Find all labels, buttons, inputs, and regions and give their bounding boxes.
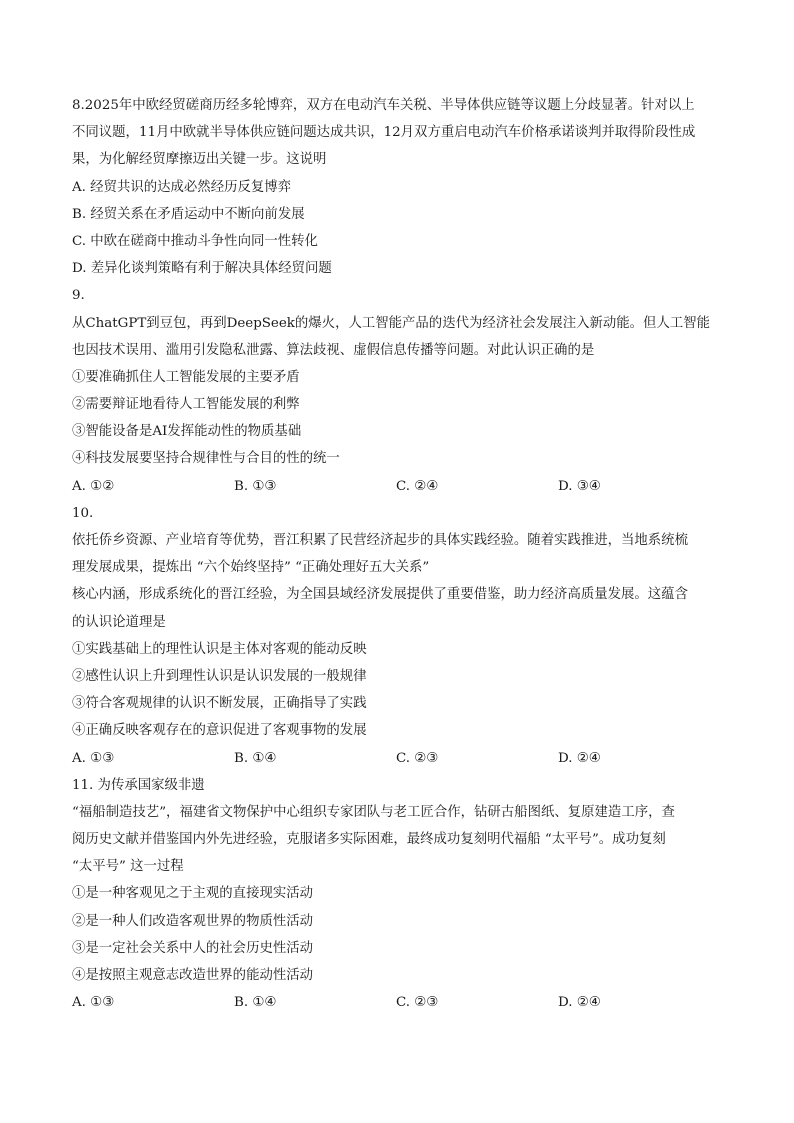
question-11-stem-line: 阅历史文献并借鉴国内外先进经验，克服诸多实际困难，最终成功复刻明代福船 “太平号”。成功复刻 [72, 832, 666, 848]
question-8-stem-line: 果，为化解经贸摩擦迈出关键一步。这说明 [72, 152, 327, 168]
question-9-option-d: D. ③④ [558, 478, 601, 494]
question-9-number: 9. [72, 288, 85, 304]
question-9-option-b: B. ①③ [234, 478, 277, 494]
question-9-statement-4: ④科技发展要坚持合规律性与合目的性的统一 [72, 451, 340, 467]
question-11-option-a: A. ①③ [72, 995, 115, 1011]
question-10-stem-line: 核心内涵，形成系统化的晋江经验，为全国县域经济发展提供了重要借鉴，助力经济高质量发展。这蕴含 [72, 587, 688, 603]
question-9-statement-3: ③智能设备是AI发挥能动性的物质基础 [72, 424, 302, 440]
exam-page [72, 92, 722, 1016]
question-10-options [72, 745, 722, 772]
question-10 [72, 500, 722, 772]
question-11-options [72, 989, 722, 1016]
question-10-statement-4: ④正确反映客观存在的意识促进了客观事物的发展 [72, 723, 367, 739]
question-10-option-a: A. ①③ [72, 750, 115, 766]
question-9 [72, 282, 722, 500]
question-9-statement-1: ①要准确抓住人工智能发展的主要矛盾 [72, 369, 300, 385]
question-11-option-c: C. ②③ [396, 995, 439, 1011]
question-10-option-b: B. ①④ [234, 750, 277, 766]
question-11-stem-line: “太平号” 这一过程 [72, 859, 184, 875]
question-9-stem-line: 也因技术误用、滥用引发隐私泄露、算法歧视、虚假信息传播等问题。对此认识正确的是 [72, 342, 595, 358]
question-8-option-d: D. 差异化谈判策略有利于解决具体经贸问题 [72, 261, 332, 277]
question-8-option-b: B. 经贸关系在矛盾运动中不断向前发展 [72, 206, 305, 222]
question-10-stem-line: 依托侨乡资源、产业培育等优势，晋江积累了民营经济起步的具体实践经验。随着实践推进，当地系统梳 [72, 533, 688, 548]
question-8-option-a: A. 经贸共识的达成必然经历反复博弈 [72, 179, 292, 195]
question-10-statement-2: ②感性认识上升到理性认识是认识发展的一般规律 [72, 668, 367, 684]
question-9-stem-line: 从ChatGPT到豆包，再到DeepSeek的爆火，人工智能产品的迭代为经济社会发展注入新动能。但人工智能 [72, 315, 711, 331]
question-10-option-d: D. ②④ [558, 750, 601, 766]
question-9-option-a: A. ①② [72, 478, 115, 494]
question-8-stem-line: 不同议题，11月中欧就半导体供应链问题达成共识，12月双方重启电动汽车价格承诺谈判并取得阶段性成 [72, 125, 696, 141]
question-8 [72, 92, 722, 282]
question-9-statement-2: ②需要辩证地看待人工智能发展的利弊 [72, 397, 300, 413]
question-10-statement-3: ③符合客观规律的认识不断发展，正确指导了实践 [72, 696, 367, 712]
question-11-option-d: D. ②④ [558, 995, 601, 1011]
question-11 [72, 772, 722, 1017]
question-9-options [72, 473, 722, 500]
question-11-stem-line: “福船制造技艺”，福建省文物保护中心组织专家团队与老工匠合作，钻研古船图纸、复原建造工序，查 [72, 804, 675, 820]
question-8-stem-line: 8.2025年中欧经贸磋商历经多轮博弈，双方在电动汽车关税、半导体供应链等议题上分歧显著。针对以上 [72, 98, 695, 113]
question-10-statement-1: ①实践基础上的理性认识是主体对客观的能动反映 [72, 641, 367, 657]
question-11-statement-4: ④是按照主观意志改造世界的能动性活动 [72, 968, 314, 983]
question-9-option-c: C. ②④ [396, 478, 439, 494]
question-11-stem-line: 11. 为传承国家级非遗 [72, 777, 205, 793]
question-11-option-b: B. ①④ [234, 995, 277, 1011]
question-10-stem-line: 的认识论道理是 [72, 614, 166, 630]
question-8-option-c: C. 中欧在磋商中推动斗争性向同一性转化 [72, 233, 318, 249]
question-11-statement-2: ②是一种人们改造客观世界的物质性活动 [72, 913, 314, 929]
question-11-statement-3: ③是一定社会关系中人的社会历史性活动 [72, 940, 314, 956]
question-10-stem-line: 理发展成果，提炼出 “六个始终坚持” “正确处理好五大关系” [72, 560, 430, 576]
question-10-option-c: C. ②③ [396, 750, 439, 766]
question-11-statement-1: ①是一种客观见之于主观的直接现实活动 [72, 886, 314, 902]
question-10-number: 10. [72, 505, 94, 521]
